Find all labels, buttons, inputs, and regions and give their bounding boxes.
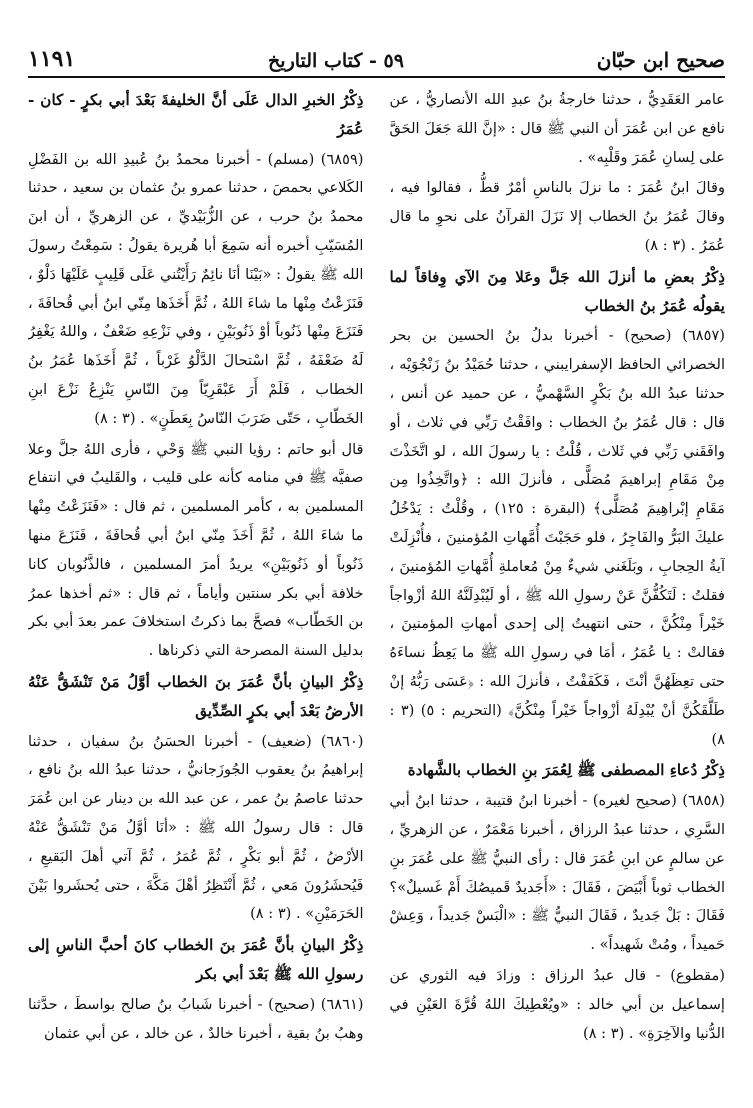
section-heading: ذِكْرُ دُعاءِ المصطفى ﷺ لِعُمَرَ بنِ الخطاب بالشَّهادة [407, 761, 725, 780]
paragraph: (٦٨٦٠) (ضعيف) - أخبرنا الحسَنُ بنُ سفيان ، حدثنا إبراهيمُ بنُ يعقوب الجُوزَجانيُّ ، حدثنا عبدُ الله بنُ نافع ، حدثنا عاصمُ بنُ عمر ، عن عبد الله بن دينار عن ابن عُمَرَ قال : قال رسولُ الله ﷺ : «أنَا أوَّلُ مَنْ تَنْشَقُّ عَنْهُ الأرْضُ ، ثُمَّ أبو بَكْرٍ ، ثُمَّ عُمَرُ ، ثُمَّ آتي أهلَ البَقيعِ ، فَيُحشَرُونَ مَعي ، ثُمَّ أَنْتَظِرُ أهْلَ مَكَّةَ ، حتى يُحشَروا بَيْنَ الحَرَمَيْنِ» . (٣ : ٨) [28, 732, 364, 923]
paragraph: (٦٨٥٨) (صحيح لغيره) - أخبرنا ابنُ قتيبة ، حدثنا ابنُ أبي السَّرِي ، حدثنا عبدُ الرزاق ، أخبرنا مَعْمَرٌ ، عن الزهريِّ ، عن سالمٍ عن ابنِ عُمَرَ قال : رأى النبيُّ ﷺ على عُمَرَ بنِ الخطاب ثوباً أَبْيَضَ ، فَقَالَ : «أَجَديدٌ قَميصُكَ أَمْ غَسيلٌ»؟ فَقَالَ : بَلْ جَديدٌ ، فَقَالَ النبيُّ ﷺ : «الْبَسْ جَديداً ، وَعِشْ حَميداً ، ومُتْ شَهيداً» . [389, 792, 725, 954]
chapter-title: ٥٩ - كتاب التاريخ [268, 50, 404, 72]
right-column [390, 86, 726, 1090]
paragraph: (٦٨٥٩) (مسلم) - أخبرنا محمدُ بنُ عُبيدِ الله بن الفَضْلِ الكَلاعي بحمصَ ، حدثنا عمرو بنُ عثمان بن سعيد ، حدثنا محمدُ بنُ حرب ، عن الزُّبَيْديِّ ، عن الزهريِّ ، أن ابنَ المُسَيّبِ أخبره أنه سَمِعَ أبا هُريرة يقولُ : سَمِعْتُ رسولَ الله ﷺ يقولُ : «بَيْنَا أنَا نائِمٌ رَأَيْتُني عَلَى قَلِيبٍ عَلَيْهَا دَلْوٌ ، فَنَزَعْتُ مِنْها ما شاءَ اللهُ ، ثُمَّ أَخَذَها مِنّي ابنُ أبي قُحافَةَ ، فَنَزَعَ مِنْها ذَنُوباً أوْ ذَنُوبَيْنِ ، وفي نَزْعِهِ ضَعْفٌ ، واللهُ يَغْفِرُ لَهُ ضَعْفَهُ ، ثُمَّ اسْتحالَ الدَّلْوُ غَرْباً ، ثُمَّ أَخَذَها عُمَرُ بنُ الخطاب ، فَلَمْ أَرَ عَبْقَرِيّاً مِنَ النّاسِ يَنْزِعُ نَزْعَ ابنِ الخَطّابِ ، حَتّى ضَرَبَ النّاسُ بِعَطَنٍ» . (٣ : ٨) [28, 150, 364, 427]
paragraph: (٦٨٦١) (صحيح) - أخبرنا شَبابُ بنُ صالح بواسطَ ، حدَّثنا وهبُ بنُ بقية ، أخبرنا خالدٌ ، عن خالد ، عن أبي عثمان [28, 995, 364, 1042]
page-number: ١١٩١ [28, 46, 76, 72]
section-heading: ذِكْرُ بعضِ ما أنزلَ الله جَلَّ وعَلا مِنَ الآي وِفاقاً لما يقولُه عُمَرُ بنُ الخطاب [389, 267, 725, 315]
book-title: صحيح ابن حبّان [596, 48, 725, 72]
page-header [28, 42, 725, 78]
section-heading: ذِكْرُ البيانِ بأنَّ عُمَرَ بنَ الخطاب أوَّلُ مَنْ تَنْشَقُّ عَنْهُ الأرضُ بَعْدَ أبي بكرٍ الصِّدِّيق [28, 672, 364, 720]
section-heading: ذِكْرُ البيانِ بأنَّ عُمَرَ بنَ الخطاب كانَ أحبَّ الناسِ إلى رسولِ الله ﷺ بَعْدَ أبي بكر [28, 936, 364, 983]
paragraph: قال أبو حاتم : رؤيا النبي ﷺ وَحْي ، فأرى اللهُ جلَّ وعلا صفيَّه ﷺ في منامه كأنه على قليب ، والقَليبُ في انتفاع المسلمين به ، كأمر المسلمين ، ثم قال : «فَنَزَعْتُ مِنْها ما شاءَ اللهُ ، ثُمَّ أَخَذَ مِنّي ابنُ أبي قُحافَةَ ، فَنَزَعَ منها ذَنُوباً أو ذَنُوبَيْنِ» يريدُ أمرَ المسلمين ، فالذَّنُوبان كانا خلافة أبي بكر سنتين وأياماً ، ثم قال : «ثم أخذها عمرُ بن الخَطّاب» فصحَّ بما ذكرتُ استخلافَ عمر بعدَ أبي بكر بدليل السنة المصرحة التي ذكرناها . [28, 440, 364, 660]
paragraph: (مقطوع) - قال عبدُ الرزاق : وزادَ فيه الثوري عن إسماعيل بن أبي خالد : «ويُعْطِيكَ اللهُ قُرَّةَ العَيْنِ في الدُّنيا والآخِرَةِ» . (٣ : ٨) [389, 966, 725, 1042]
paragraph: وقالَ ابنُ عُمَرَ : ما نزلَ بالناسِ أمْرٌ قطُّ ، فقالوا فيه ، وقالَ عُمَرُ بنُ الخطاب إلا نَزَلَ القرآنُ على نحوِ ما قال عُمَرُ . (٣ : ٨) [389, 179, 725, 254]
paragraph: عامر العَقَدِيُّ ، حدثنا خارجةُ بنُ عبدِ الله الأنصاريُّ ، عن نافع عن ابن عُمَرَ أن النبي ﷺ قال : «إنَّ اللهَ جَعَلَ الحَقَّ على لِسانِ عُمَرَ وقَلْبِه» . [389, 91, 725, 166]
left-column [28, 86, 364, 1090]
text-columns [28, 86, 725, 1090]
paragraph: (٦٨٥٧) (صحيح) - أخبرنا بدلُ بنُ الحسين بن بحر الخصرائي الحافظ الإسفرايبني ، حدثنا حُمَيْدُ بنُ زَنْجُوَيْه ، حدثنا عبدُ الله بنُ بَكْرٍ السَّهْميُّ ، عن حميد عن أنس ، قال : قال عُمَرُ بنُ الخطاب : وافَقْتُ رَبِّي في ثلاث ، أو وافَقَني رَبِّي في ثَلاث ، قُلْتُ : يا رسولَ الله ، لو اتَّخَذْتَ مِنْ مَقَامِ إبراهيمَ مُصَلًّى ، فأنزلَ الله : ﴿واتَّخِذُوا مِن مَقَامِ إبْراهِيمَ مُصَلًّى﴾ (البقرة : ١٢٥) ، وقُلْتُ : يَدْخُلُ عليكَ البَرُّ والفَاجِرُ ، فلو حَجَبْتَ أُمَّهاتِ المُؤمنينَ ، فأُنْزِلَتْ آيةُ الحِجابِ ، وبَلَغَني شيءٌ مِنْ مُعاملةِ أُمَّهاتِ المُؤمنينَ ، فقلتُ : لَتَكُفُّنَّ عَنْ رسولِ الله ﷺ ، أو لَيُبْدِلَنَّهُ اللهُ أزْواجاً خَيْراً مِنْكُنَّ ، حتى انتهيتُ إلى إحدى أمهاتِ المؤمنينَ ، فقالتْ : يا عُمَرُ ، أمَا في رسولِ الله ﷺ ما يَعِظُ نساءَهُ حتى تعِظَهُنَّ أنْتَ ، فَكَفَفْتُ ، فأنزلَ الله : ﴿عَسَى رَبُّهُ إنْ طَلَّقَكُنَّ أنْ يُبْدِلَهُ أزْواجاً خَيْراً مِنْكُنَّ﴾ (التحريم : ٥) (٣ : ٨) [389, 327, 725, 748]
section-heading: ذِكْرُ الخبرِ الدال عَلَى أنَّ الخليفةَ بَعْدَ أبي بكرٍ - كان - عُمَرُ [28, 91, 364, 138]
